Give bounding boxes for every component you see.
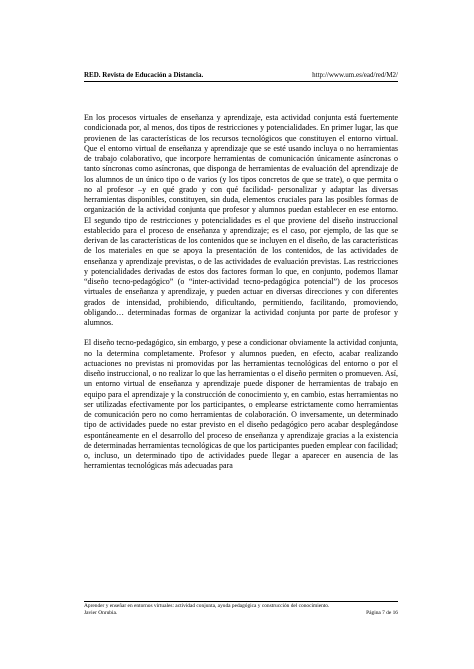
page-header [84, 71, 398, 81]
document-body [84, 113, 398, 472]
header-divider [84, 81, 398, 82]
footer-author: Javier Onrubia. [84, 610, 118, 616]
page-footer [84, 603, 398, 617]
footer-meta [84, 610, 398, 617]
journal-url[interactable]: http://www.um.es/ead/red/M2/ [312, 71, 398, 79]
footer-article-title: Aprender y enseñar en entornos virtuales: actividad conjunta, ayuda pedagógica y construcción del conocimiento. [84, 603, 330, 609]
body-paragraph-1: En los procesos virtuales de enseñanza y aprendizaje, esta actividad conjunta está fuertemente condicionada por, al menos, dos tipos de restricciones y potencialidades. En primer lugar, las que provienen de las características de los recursos tecnológicos que constituyen el entorno virtual. Que el entorno virtual de enseñanza y aprendizaje que se esté usando incluya o no herramientas de trabajo colaborativo, que incorpore herramientas de comunicación únicamente asíncronas o tanto síncronas como asíncronas, que disponga de herramientas de evaluación del aprendizaje de los alumnos de un único tipo o de varios (y los tipos concretos de que se trate), o que permita o no al profesor –y en qué grado y con qué facilidad- personalizar y adaptar las diversas herramientas disponibles, constituyen, sin duda, elementos cruciales para las posibles formas de organización de la actividad conjunta que profesor y alumnos puedan establecer en ese entorno. El segundo tipo de restricciones y potencialidades es el que proviene del diseño instruccional establecido para el proceso de enseñanza y aprendizaje; es el caso, por ejemplo, de las que se derivan de las características de los contenidos que se incluyen en el diseño, de las características de los materiales en que se apoya la presentación de los contenidos, de las actividades de enseñanza y aprendizaje previstas, o de las actividades de evaluación previstas. Las restricciones y potencialidades derivadas de estos dos factores forman lo que, en conjunto, podemos llamar “diseño tecno-pedagógico” (o “inter-actividad tecno-pedagógica potencial”) de los procesos virtuales de enseñanza y aprendizaje, y pueden actuar en diversas direcciones y con diferentes grados de intensidad, prohibiendo, dificultando, permitiendo, facilitando, promoviendo, obligando… determinadas formas de organizar la actividad conjunta por parte de profesor y alumnos. [84, 113, 398, 327]
journal-title: RED. Revista de Educación a Distancia. [84, 71, 204, 79]
page-number: Página 7 de 16 [366, 610, 398, 616]
body-paragraph-2: El diseño tecno-pedagógico, sin embargo, y pese a condicionar obviamente la actividad conjunta, no la determina completamente. Profesor y alumnos pueden, en efecto, acabar realizando actuaciones no previstas ni promovidas por las herramientas tecnológicas del entorno o por el diseño instruccional, o no realizar lo que las herramientas o el diseño permiten o promueven. Así, un entorno virtual de enseñanza y aprendizaje puede disponer de herramientas de trabajo en equipo para el aprendizaje y la construcción de conocimiento y, en cambio, estas herramientas no ser utilizadas efectivamente por los participantes, o emplearse estrictamente como herramientas de comunicación pero no como herramientas de colaboración. O inversamente, un determinado tipo de actividades puede no estar previsto en el diseño pedagógico pero acabar desplegándose espontáneamente en el desarrollo del proceso de enseñanza y aprendizaje gracias a la existencia de determinadas herramientas tecnológicas de que los participantes pueden emplear con facilidad; o, incluso, un determinado tipo de actividades puede llegar a aparecer en ausencia de las herramientas tecnológicas más adecuadas para [84, 338, 398, 471]
footer-divider [84, 601, 398, 602]
